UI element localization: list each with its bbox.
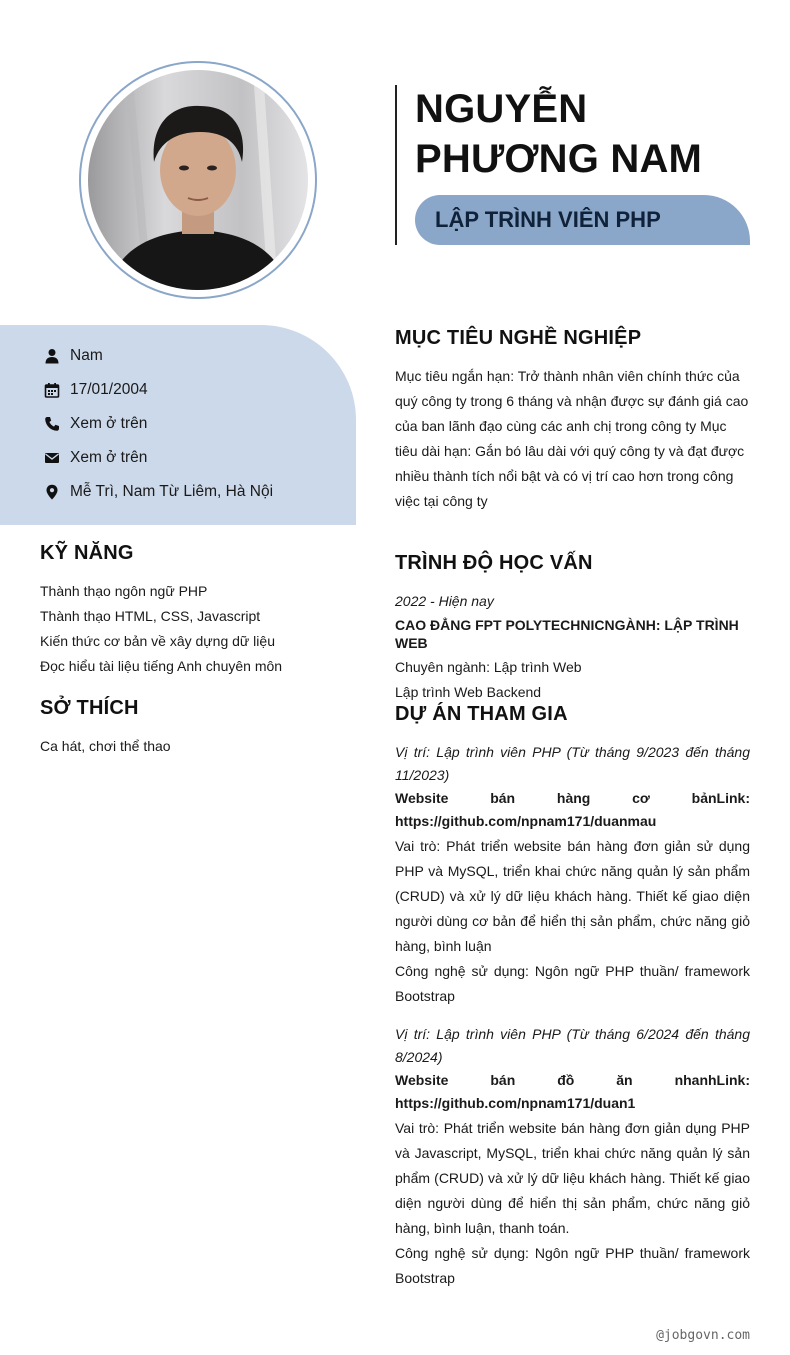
phone-value: Xem ở trên bbox=[70, 415, 148, 432]
calendar-icon bbox=[44, 382, 60, 398]
skills-heading: KỸ NĂNG bbox=[40, 542, 134, 564]
project-name-link: Website bán đồ ăn nhanhLink: https://github.com/npnam171/duan1 bbox=[395, 1072, 750, 1111]
objective-text: Mục tiêu ngắn hạn: Trở thành nhân viên chính thức của quý công ty trong 6 tháng và nhận được sự đánh giá cao của ban lãnh đạo cùng các anh chị trong công ty Mục tiêu dài hạn: Gắn bó lâu dài với quý công ty và đạt được nhiều thành tích nổi bật và có vị trí cao hơn trong công việc tại công ty bbox=[395, 368, 749, 509]
contact-phone bbox=[44, 411, 147, 437]
contact-gender bbox=[44, 343, 103, 369]
project-tech: Công nghệ sử dụng: Ngôn ngữ PHP thuần/ framework Bootstrap bbox=[395, 1245, 750, 1286]
skill-item: Thành thạo ngôn ngữ PHP bbox=[40, 583, 208, 599]
education-block bbox=[395, 592, 750, 701]
watermark: @jobgovn.com bbox=[656, 1328, 750, 1343]
email-value: Xem ở trên bbox=[70, 449, 148, 466]
user-icon bbox=[44, 348, 60, 364]
project-tech: Công nghệ sử dụng: Ngôn ngữ PHP thuần/ framework Bootstrap bbox=[395, 963, 750, 1004]
candidate-name: NGUYỄN PHƯƠNG NAM bbox=[415, 87, 703, 181]
job-title-badge bbox=[415, 195, 750, 245]
skill-item: Đọc hiểu tài liệu tiếng Anh chuyên môn bbox=[40, 658, 283, 674]
contact-address bbox=[44, 479, 273, 505]
project-item bbox=[395, 1023, 750, 1291]
gender-value: Nam bbox=[70, 347, 103, 364]
profile-photo bbox=[88, 70, 308, 290]
birthday-value: 17/01/2004 bbox=[70, 381, 148, 398]
education-period: 2022 - Hiện nay bbox=[395, 593, 494, 609]
phone-icon bbox=[44, 416, 60, 432]
hobbies-heading: SỞ THÍCH bbox=[40, 697, 139, 719]
project-position: Vị trí: Lập trình viên PHP (Từ tháng 9/2023 đến tháng 11/2023) bbox=[395, 744, 750, 783]
project-role: Vai trò: Phát triển website bán hàng đơn giản dụng PHP và Javascript, MySQL, triển khai chức năng quản lý sản phẩm (CRUD) và xử lý dữ liệu khách hàng. Thiết kế giao diện người dùng để hiển thị sản phẩm, chức năng giỏ hàng, bình luận, thanh toán. bbox=[395, 1120, 750, 1236]
education-heading: TRÌNH ĐỘ HỌC VẤN bbox=[395, 552, 593, 574]
skill-item: Thành thạo HTML, CSS, Javascript bbox=[40, 608, 261, 624]
project-name-link: Website bán hàng cơ bảnLink: https://github.com/npnam171/duanmau bbox=[395, 790, 750, 829]
job-title: LẬP TRÌNH VIÊN PHP bbox=[435, 207, 661, 232]
name-divider bbox=[395, 85, 397, 245]
education-detail: Lập trình Web Backend bbox=[395, 684, 542, 700]
location-pin-icon bbox=[44, 484, 60, 500]
education-school: CAO ĐẲNG FPT POLYTECHNICNGÀNH: LẬP TRÌNH WEB bbox=[395, 617, 739, 651]
contact-email bbox=[44, 445, 147, 471]
education-major: Chuyên ngành: Lập trình Web bbox=[395, 659, 582, 675]
objective-heading: MỤC TIÊU NGHỀ NGHIỆP bbox=[395, 327, 642, 349]
contact-birthday bbox=[44, 377, 148, 403]
avatar bbox=[88, 70, 308, 290]
project-role: Vai trò: Phát triển website bán hàng đơn giản sử dụng PHP và MySQL, triển khai chức năng quản lý sản phẩm (CRUD) và xử lý dữ liệu khách hàng. Thiết kế giao diện người dùng cơ bản để hiển thị sản phẩm, chức năng giỏ hàng, bình luận bbox=[395, 838, 750, 954]
email-icon bbox=[44, 450, 60, 466]
hobbies-text: Ca hát, chơi thể thao bbox=[40, 738, 171, 754]
project-item bbox=[395, 741, 750, 1009]
project-position: Vị trí: Lập trình viên PHP (Từ tháng 6/2024 đến tháng 8/2024) bbox=[395, 1026, 750, 1065]
projects-heading: DỰ ÁN THAM GIA bbox=[395, 703, 568, 725]
skill-item: Kiến thức cơ bản về xây dựng dữ liệu bbox=[40, 633, 275, 649]
address-value: Mễ Trì, Nam Từ Liêm, Hà Nội bbox=[70, 483, 274, 500]
